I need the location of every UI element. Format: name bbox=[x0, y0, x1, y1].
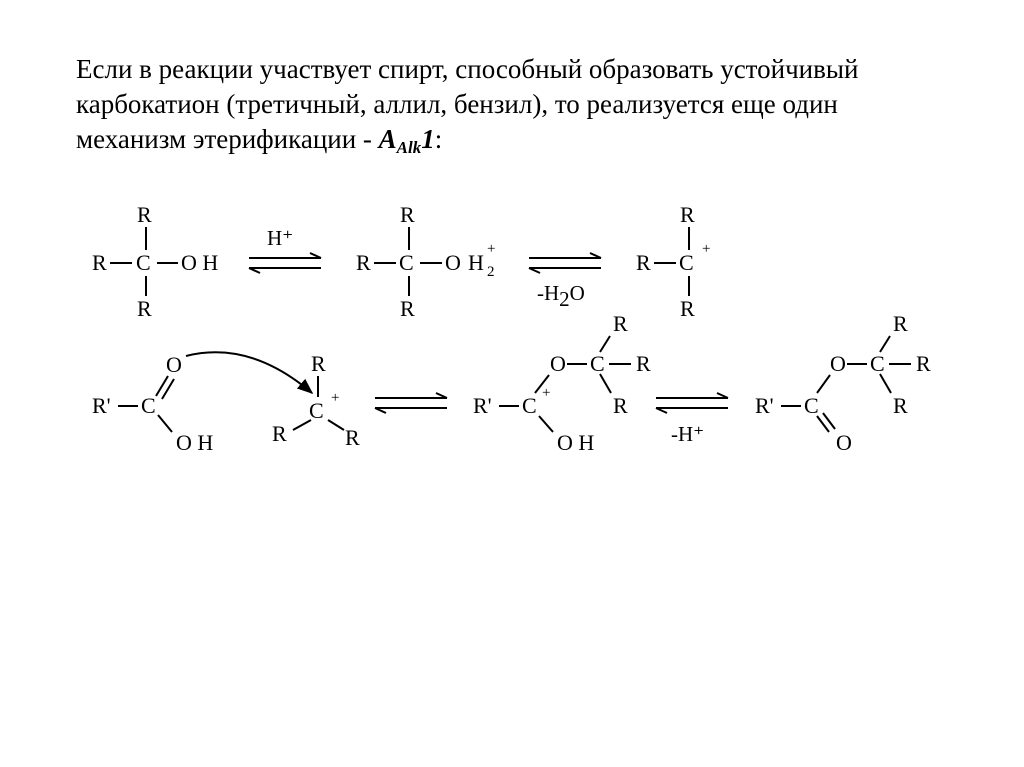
mechanism-letter: A bbox=[378, 124, 397, 154]
bond-c-r-top bbox=[600, 336, 610, 352]
atom-r-top: R bbox=[613, 311, 628, 336]
mechanism-number: 1 bbox=[421, 124, 435, 154]
atom-r-top: R bbox=[311, 351, 326, 376]
atom-c: C bbox=[399, 250, 414, 275]
atom-oh: O H bbox=[176, 430, 214, 455]
protonated-ester bbox=[473, 311, 651, 455]
atom-c-alkyl: C bbox=[590, 351, 605, 376]
atom-r-right: R bbox=[916, 351, 931, 376]
atom-r-left: R bbox=[92, 250, 107, 275]
atom-r-bottom: R bbox=[613, 393, 628, 418]
atom-o-ether: O bbox=[550, 351, 566, 376]
atom-oh: O H bbox=[181, 250, 219, 275]
atom-c: C bbox=[309, 398, 324, 423]
dehydration-subscript: 2 bbox=[559, 287, 570, 311]
atom-r-top: R bbox=[893, 311, 908, 336]
bond-c-o-ether bbox=[817, 375, 830, 393]
equilibrium-arrow-4 bbox=[656, 393, 728, 446]
intro-line-3-text: механизм этерификации - bbox=[76, 124, 379, 154]
atom-r-bottom: R bbox=[137, 296, 152, 321]
atom-o: O bbox=[445, 250, 461, 275]
intro-line-2: карбокатион (третичный, аллил, бензил), то реализуется еще один bbox=[76, 89, 838, 119]
atom-c-alkyl: C bbox=[870, 351, 885, 376]
atom-r-prime: R' bbox=[755, 393, 774, 418]
atom-c: C bbox=[141, 393, 156, 418]
atom-r-top: R bbox=[400, 202, 415, 227]
oxonium-charge: + bbox=[487, 241, 496, 257]
bond-c-r-bottom bbox=[880, 374, 891, 393]
atom-c: C bbox=[522, 393, 537, 418]
atom-r-right: R bbox=[636, 351, 651, 376]
condition-deprotonation: -H⁺ bbox=[671, 422, 705, 446]
bond-c-r-left bbox=[293, 420, 311, 430]
atom-r-bottom: R bbox=[680, 296, 695, 321]
intro-line-1: Если в реакции участвует спирт, способный образовать устойчивый bbox=[76, 54, 859, 84]
atom-r-top: R bbox=[137, 202, 152, 227]
atom-r-right: R bbox=[345, 425, 360, 450]
condition-dehydration bbox=[537, 281, 585, 311]
atom-r-bottom: R bbox=[893, 393, 908, 418]
bond-c-oh bbox=[158, 415, 172, 432]
atom-r-left: R bbox=[636, 250, 651, 275]
bond-c-oh bbox=[539, 416, 553, 432]
intermediate-charge: + bbox=[542, 385, 551, 401]
atom-r-left: R bbox=[356, 250, 371, 275]
atom-o-ether: O bbox=[830, 351, 846, 376]
atom-oh: O H bbox=[557, 430, 595, 455]
atom-r-left: R bbox=[272, 421, 287, 446]
mechanism-subscript: Alk bbox=[396, 138, 422, 157]
equilibrium-arrow-3 bbox=[375, 393, 447, 413]
atom-r-top: R bbox=[680, 202, 695, 227]
h2-subscript: 2 bbox=[487, 264, 495, 280]
atom-h2: H bbox=[468, 250, 484, 275]
bond-c-r-bottom bbox=[600, 374, 611, 393]
condition-protonation: H⁺ bbox=[267, 226, 294, 250]
equilibrium-arrow-1 bbox=[249, 226, 321, 273]
atom-o-carbonyl: O bbox=[836, 430, 852, 455]
bond-c-r-top bbox=[880, 336, 890, 352]
ester-product bbox=[755, 311, 931, 455]
carbocation bbox=[636, 202, 710, 321]
equilibrium-arrow-2 bbox=[529, 253, 601, 311]
curved-attack-arrow bbox=[186, 352, 312, 393]
bond-c-r-right bbox=[328, 420, 344, 430]
oxonium-ion bbox=[356, 202, 495, 321]
tertiary-alcohol bbox=[92, 202, 218, 321]
dehydration-text: -H bbox=[537, 281, 560, 305]
atom-r-prime: R' bbox=[92, 393, 111, 418]
atom-r-bottom: R bbox=[400, 296, 415, 321]
atom-c: C bbox=[679, 250, 694, 275]
dehydration-tail: O bbox=[569, 281, 585, 305]
intro-colon: : bbox=[434, 124, 443, 154]
atom-c: C bbox=[804, 393, 819, 418]
atom-r-prime: R' bbox=[473, 393, 492, 418]
carbocation-charge: + bbox=[702, 241, 711, 257]
atom-c: C bbox=[136, 250, 151, 275]
carbocation-row2 bbox=[272, 351, 360, 450]
carbocation-charge: + bbox=[331, 390, 340, 406]
atom-o-carbonyl: O bbox=[166, 352, 182, 377]
carboxylic-acid bbox=[92, 352, 213, 455]
